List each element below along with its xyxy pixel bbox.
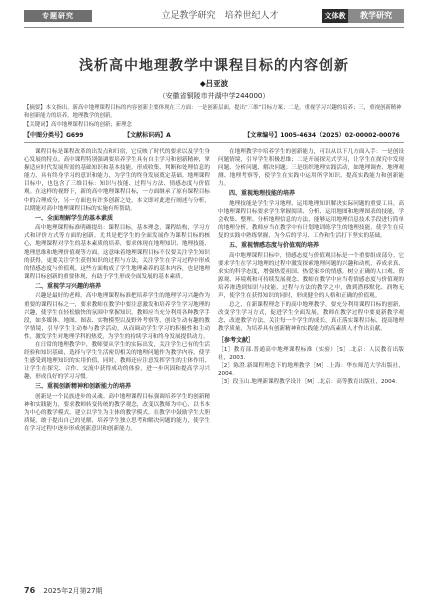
- body-paragraph: 兴趣是最好的老师。高中地理课程标准把培养学生的地理学习兴趣作为重要的课程目标之一，要求教师在教学中要注意激发和培养学生学习地理的兴趣，使学生在轻松愉快的氛围中掌握知识。教师应当充分利用各种教学手段，如多媒体、地图、图表、实物模型以及野外考察等，创设生动有趣的教学情境，引导学生主动参与教学活动，从而调动学生学习的积极性和主动性，激发学生对地理学科的热爱，为学生的持续学习和终身发展提供动力。: [24, 293, 210, 340]
- reference-item: ［1］教育部.普通高中地理课程标准（实验）［S］.北京：人民教育出版社，2003.: [218, 346, 404, 362]
- article-affiliation: （安徽省铜陵市井湖中学244000）: [158, 92, 270, 100]
- section-label: 教学研究: [348, 9, 404, 23]
- header-rule: [24, 27, 404, 28]
- column-tag: 专题研究: [24, 10, 92, 22]
- article-title: 浅析高中地理教学中课程目标的内容创新: [79, 58, 349, 74]
- article-number: 【文章编号】1005-4634（2025）02-00002-00076: [244, 132, 400, 139]
- article-author: ◆吕亚波: [199, 79, 229, 88]
- section-heading: 一、全面理解学生的基本素质: [35, 214, 114, 222]
- clc-number: 【中图分类号】G699: [24, 132, 84, 139]
- body-paragraph: 在日常的地理教学中，教师要从学生的实际出发，关注学生已有的生活经验和知识基础，选择与学生生活密切相关的地理问题作为教学内容，使学生感受到地理知识的实用价值。同时，教师还应注意发挥学生的主体作用，让学生在探究、合作、交流中获得成功的体验，进一步巩固和提高学习兴趣，形成良好的学习习惯。: [24, 341, 210, 381]
- section-heading: 五、重视情感态度与价值观的培养: [229, 242, 320, 250]
- references-title: ［参考文献］: [218, 336, 255, 344]
- page-header: [0, 0, 427, 38]
- document-code: 【文献标识码】A: [124, 132, 171, 139]
- body-paragraph: 在地理教学中培养学生的创新能力，可以从以下几方面入手：一是创设问题情境，引导学生积极思维；二是开展探究式学习，让学生在探究中发现问题、分析问题、解决问题；三是组织地理实践活动，如地理调查、地理观测、地理考察等，使学生在实践中运用所学知识，提高实践能力和创新能力。: [218, 149, 404, 188]
- left-column: [24, 148, 210, 433]
- keywords: 【关键词】高中地理课程目标的创新；新理念: [24, 122, 132, 128]
- page-number: 76: [24, 586, 36, 595]
- journal-slogan: 立足教学研究 培养世纪人才: [161, 11, 279, 21]
- section-heading: 三、重视创新精神和创新能力的培养: [35, 383, 132, 391]
- right-column: [218, 148, 404, 386]
- section-heading: 四、重视地理技能的培养: [229, 190, 296, 198]
- body-paragraph: 创新是一个民族进步的灵魂。高中地理课程目标强调培养学生的创新精神和实践能力，要求教师转变传统的教学观念，改变以教师为中心、以书本为中心的教学模式，建立以学生为主体的教学模式。在教学中鼓励学生大胆质疑，敢于提出自己的见解，培养学生独立思考和解决问题的能力，使学生在学习过程中逐步形成创新意识和创新能力。: [24, 393, 210, 433]
- body-paragraph: 地理技能是学生学习地理、运用地理知识解决实际问题的重要工具。高中地理课程目标要求学生掌握阅读、分析、运用地图和地理图表的技能，学会收集、整理、分析地理信息的方法，能够运用地理信息技术手段进行简单的地理分析。教师应当在教学中有计划地训练学生的地理技能，使学生在反复的实践中熟练掌握，为今后的学习、工作和生活打下坚实的基础。: [218, 200, 404, 240]
- section-heading: 二、重视学习兴趣的培养: [35, 282, 102, 290]
- issue-info: 2025年2月第27期: [43, 587, 103, 595]
- page-footer: [24, 586, 103, 596]
- journal-badge: 文体教: [322, 9, 348, 23]
- reference-item: ［3］段玉山.地理新课程教学设计［M］.北京：高等教育出版社，2004.: [218, 379, 397, 386]
- reference-item: ［2］陈澄.新课程理念下的地理教学［M］.上海：华东师范大学出版社，2004.: [218, 363, 404, 378]
- body-paragraph: 高中地理课程标准明确提出：课程目标，基本理念，课程结构，学习方式和评价方式等方面的创新。尤其是把学生的全面发展作为课程目标的核心，地理课程对学生的基本素质的培养，要求体现在地理知识、地理技能、地理思维和地理价值观等方面。这意味着地理课程目标不仅要关注学生知识的获得，更要关注学生获得知识的过程与方法，关注学生在学习过程中形成的情感态度与价值观。这些方面构成了学生地理素养的基本内容，也是地理课程目标创新的重要体现，有助于学生形成全面发展的基本素质。: [24, 225, 210, 280]
- body-paragraph: 总之，在新课程理念下的高中地理教学，要充分利用课程目标的创新，改变学生学习方式，促进学生全面发展。教师在教学过程中要更新教学观念，改进教学方法，关注每一个学生的成长，真正落实课程目标，提高地理教学质量，为培养具有创新精神和实践能力的高素质人才作出贡献。: [218, 301, 404, 332]
- abstract: 【摘要】本文指出，新高中地理课程目标的内容创新主要体现在三方面：一是创新层面，提出“三维”目标方案；二是，重视学习兴趣的培养；三，重视创新精神和创新能力的培养，地理教学的创新。: [24, 105, 402, 119]
- body-paragraph: 课程目标是课程改革的出发点和归宿，它反映了时代的要求以及学生身心发展的特点。高中课程特别强调要培养学生具有自主学习和创新精神，掌握适应时代发展所需的基础知识和基本技能，形成收集、判断和处理信息的能力，具有终身学习的意识和能力，为学生的终身发展奠定基础。地理课程目标中，也包含了三维目标：知识与技能、过程与方法、情感态度与价值观。在这样的视野下，新的高中地理课程目标，一方面继承了原有课程目标中的合理成分，另一方面也有许多创新之处，本文即对此进行阐述与分析，以期能对高中地理课程目标的实施有所帮助。: [24, 149, 210, 212]
- body-paragraph: 高中地理课程目标中，情感态度与价值观目标是一个重要组成部分。它要求学生在学习地理的过程中激发探索地理问题的兴趣和动机，养成求真、求实的科学态度，增强热爱祖国、热爱家乡的情感，树立正确的人口观、资源观、环境观和可持续发展观念。教师在教学中应当将情感态度与价值观的培养渗透到知识与技能、过程与方法的教学之中，做到潜移默化、润物无声，使学生在获得知识的同时，形成健全的人格和正确的价值观。: [218, 252, 404, 300]
- article-meta: [24, 131, 404, 140]
- meta-rule: [24, 142, 404, 143]
